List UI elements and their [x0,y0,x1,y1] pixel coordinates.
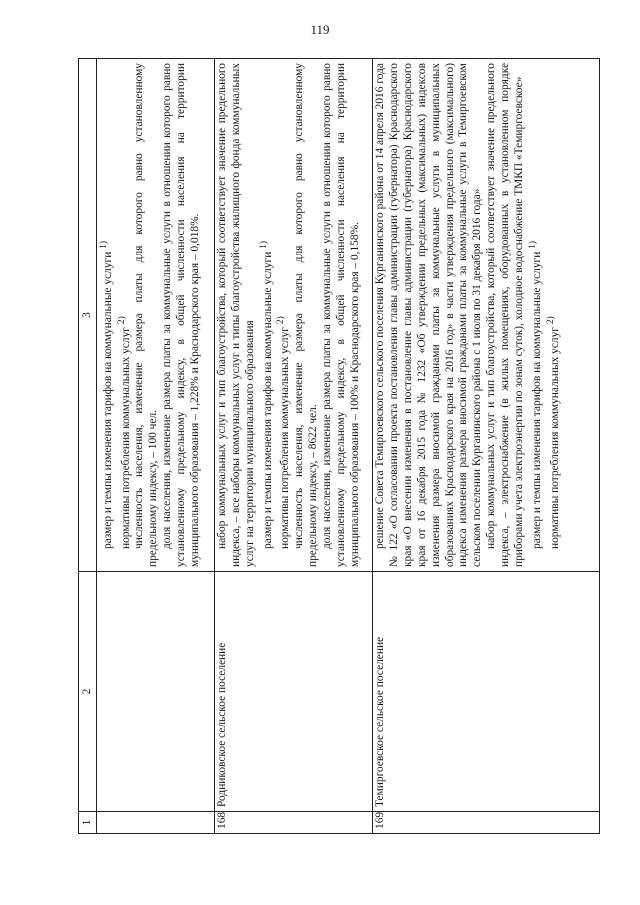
row-number: 168 [215,812,373,834]
header-row [79,59,97,834]
text-line: решение Совета Темиргоевского сельского поселения Курганинского района от 14 апреля 2016 года № 122 «О согласовании проекта постановления главы администрации (губернатора) Краснодарского края «О внесении изменения в постановление главы администрации (губернатора) Краснодарского края от 16 декабря 2015 года № 1232 «Об утверждении предельных (максимальных) индексов изменения размера вносимой гражданами платы за коммунальные услуги в муниципальных образованиях Краснодарского края на 2016 год» в части утверждения предельного (максимального) индекса изменения размера вносимой гражданами платы за коммунальные услуги в Темиргоевском сельском поселении Курганинского района с 1 июля по 31 декабря 2016 года» [374,63,484,567]
table-row-168 [215,59,373,834]
text-line: набор коммунальных услуг и тип благоустройства, который соответствует значение предельного индекса, – электроснабжение (в жилых помещениях, оборудованных в установленном порядке приборами учета электроэнергии по зонам суток), холодное водоснабжение ТМКП «Темиргоевское» [485,63,526,567]
row-number: 169 [373,812,600,834]
row-description [373,59,600,572]
continuation-row [97,59,215,834]
text-line: размер и темпы изменения тарифов на коммунальные услуги $^{1)}$ [258,240,274,549]
settlement-name: Родниковское сельское поселение [215,572,373,812]
text-line: численность населения, изменение размера платы для которого равно установленному предельному индексу, – 100 чел. [133,63,160,567]
rotated-table-frame [78,59,600,834]
header-col-3: 3 [79,59,97,572]
text-line: доля населения, изменение размера платы за коммунальные услуги в отношении которого равно установленному предельному индексу, в общей численности населения на территории муниципального образования – 100% и Краснодарского края – 0,158%. [320,63,361,567]
text-line: доля населения, изменение размера платы за коммунальные услуги в отношении которого равно установленному предельному индексу, в общей численности населения на территории муниципального образования – 1,228% и Краснодарского края – 0,018%. [161,63,202,567]
text-line: набор коммунальных услуг и тип благоустройства, который соответствует значение предельного индекса, – все наборы коммунальных услуг и типы благоустройства жилищного фонда коммунальных услуг на территории муниципального образования [216,63,256,567]
row-description [215,59,373,572]
settlement-name-empty [97,572,215,812]
row-description [97,59,215,572]
page-number: 119 [310,22,330,37]
rotated-table-content [78,59,600,834]
text-line: нормативы потребления коммунальных услуг $^{2)}$ [545,316,561,549]
header-col-1: 1 [79,812,97,834]
text-line: численность населения, изменение размера платы для которого равно установленному предельному индексу, – 8622 чел. [293,63,320,567]
header-col-2: 2 [79,572,97,812]
settlement-name: Темиргоевское сельское поселение [373,572,600,812]
settlements-table [78,58,600,834]
text-line: размер и темпы изменения тарифов на коммунальные услуги $^{1)}$ [99,240,114,549]
text-line: размер и темпы изменения тарифов на коммунальные услуги $^{1)}$ [527,240,543,549]
text-line: нормативы потребления коммунальных услуг $^{2)}$ [276,316,292,549]
text-line: нормативы потребления коммунальных услуг $^{2)}$ [116,316,132,549]
table-row-169 [373,59,600,834]
row-number-empty [97,812,215,834]
